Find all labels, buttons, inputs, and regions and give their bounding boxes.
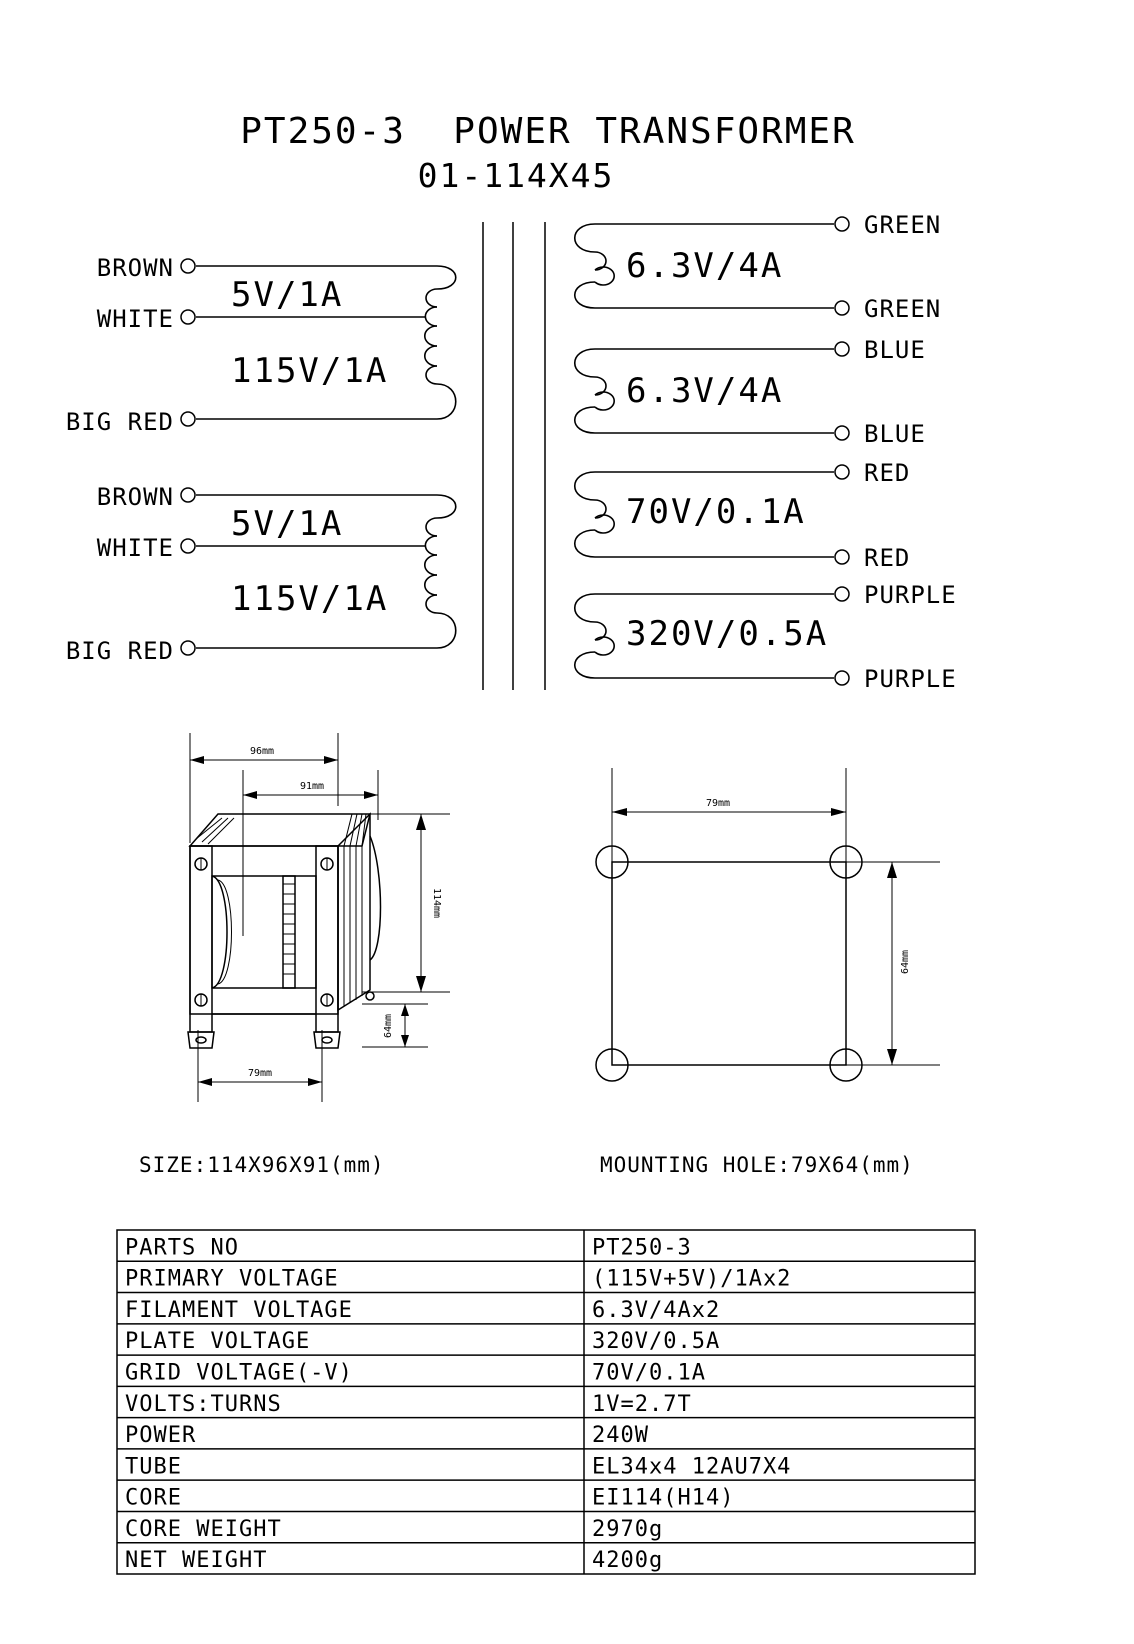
table-row <box>125 1298 720 1323</box>
lead-label-brown: BROWN <box>96 254 174 282</box>
page-title: PT250-3 POWER TRANSFORMER <box>240 111 856 152</box>
lead-label-white: WHITE <box>96 534 174 562</box>
size-caption: SIZE:114X96X91(mm) <box>139 1153 385 1177</box>
terminal <box>181 412 195 426</box>
table-cell-label: PARTS NO <box>125 1235 239 1261</box>
table-cell-label: POWER <box>125 1423 197 1449</box>
page-subtitle: 01-114X45 <box>417 156 615 195</box>
table-cell-value: 320V/0.5A <box>592 1329 721 1355</box>
coil-symbol <box>437 495 456 518</box>
lead-label-blue: BLUE <box>864 336 926 364</box>
spec-table <box>117 1230 975 1574</box>
terminal <box>835 342 849 356</box>
table-cell-value: PT250-3 <box>592 1235 692 1261</box>
lead-label-red: RED <box>864 459 911 487</box>
winding-rating: 115V/1A <box>231 579 389 619</box>
lead-label-purple: PURPLE <box>864 581 957 609</box>
terminal <box>181 488 195 502</box>
winding-rating: 115V/1A <box>231 351 389 391</box>
lead-label-big-red: BIG RED <box>65 637 174 665</box>
coil-symbol <box>575 224 595 252</box>
table-cell-label: TUBE <box>125 1454 182 1480</box>
side-view-drawing <box>188 733 450 1102</box>
dimension-vertical <box>887 862 911 1065</box>
table-cell-value: 2970g <box>592 1516 664 1542</box>
winding-rating: 5V/1A <box>231 275 344 315</box>
table-cell-value: 1V=2.7T <box>592 1391 692 1417</box>
table-row <box>125 1423 649 1448</box>
coil-symbol <box>575 472 595 500</box>
coil-symbol <box>575 349 595 377</box>
winding-rating: 320V/0.5A <box>626 614 829 654</box>
table-row <box>125 1486 734 1511</box>
table-cell-label: PLATE VOLTAGE <box>125 1329 311 1355</box>
dimension-height <box>416 814 442 992</box>
dimension-base <box>198 1068 322 1086</box>
table-row <box>125 1329 720 1354</box>
mounting-hole-drawing <box>596 768 940 1081</box>
terminal <box>835 301 849 315</box>
table-cell-label: CORE WEIGHT <box>125 1516 282 1542</box>
table-row <box>125 1517 663 1542</box>
dimension-label: 64mm <box>383 1013 394 1039</box>
terminal <box>835 465 849 479</box>
table-cell-label: NET WEIGHT <box>125 1548 268 1574</box>
mounting-caption: MOUNTING HOLE:79X64(mm) <box>600 1153 914 1177</box>
lead-label-big-red: BIG RED <box>65 408 174 436</box>
table-row <box>125 1454 791 1479</box>
terminal <box>835 426 849 440</box>
table-row <box>125 1392 692 1417</box>
terminal <box>835 217 849 231</box>
terminal <box>835 587 849 601</box>
table-row <box>125 1235 692 1260</box>
table-cell-value: (115V+5V)/1Ax2 <box>592 1266 792 1292</box>
table-cell-label: CORE <box>125 1485 182 1511</box>
secondary-winding-purple <box>575 581 957 693</box>
terminal <box>181 641 195 655</box>
table-cell-label: GRID VOLTAGE(-V) <box>125 1360 353 1386</box>
terminal <box>181 259 195 273</box>
secondary-winding-green <box>575 211 942 323</box>
coil-symbol <box>437 266 456 289</box>
table-cell-label: PRIMARY VOLTAGE <box>125 1266 339 1292</box>
lead-label-green: GREEN <box>864 295 942 323</box>
terminal <box>181 310 195 324</box>
table-cell-value: EL34x4 12AU7X4 <box>592 1454 792 1480</box>
lead-label-green: GREEN <box>864 211 942 239</box>
lead-label-purple: PURPLE <box>864 665 957 693</box>
lead-label-white: WHITE <box>96 305 174 333</box>
table-cell-value: 240W <box>592 1423 649 1449</box>
dimension-depth <box>243 781 378 799</box>
transformer-body <box>188 814 381 1048</box>
table-row <box>125 1360 706 1385</box>
table-cell-value: 4200g <box>592 1548 664 1574</box>
dimension-width <box>190 746 338 764</box>
dimension-label: 114mm <box>431 887 442 919</box>
table-row <box>125 1267 791 1292</box>
terminal <box>835 671 849 685</box>
transformer-core <box>483 222 545 690</box>
winding-rating: 5V/1A <box>231 504 344 544</box>
winding-rating: 6.3V/4A <box>626 246 784 286</box>
terminal <box>835 550 849 564</box>
winding-rating: 6.3V/4A <box>626 371 784 411</box>
terminal <box>181 539 195 553</box>
dimension-label: 91mm <box>299 781 325 792</box>
dimension-label: 79mm <box>247 1068 273 1079</box>
table-cell-label: FILAMENT VOLTAGE <box>125 1297 353 1323</box>
lead-label-blue: BLUE <box>864 420 926 448</box>
secondary-winding-blue <box>575 336 926 448</box>
secondary-winding-red <box>575 459 911 572</box>
lead-label-red: RED <box>864 544 911 572</box>
dimension-horizontal <box>612 798 846 816</box>
winding-schematic <box>66 211 957 693</box>
table-cell-value: 6.3V/4Ax2 <box>592 1297 721 1323</box>
winding-rating: 70V/0.1A <box>626 492 806 532</box>
table-row <box>125 1548 663 1573</box>
dimension-label: 64mm <box>900 949 911 975</box>
dimension-label: 96mm <box>249 746 275 757</box>
primary-winding-2 <box>66 483 456 665</box>
dimension-foot <box>383 1004 409 1047</box>
primary-winding-1 <box>66 254 456 436</box>
table-cell-value: EI114(H14) <box>592 1485 735 1511</box>
dimension-label: 79mm <box>705 798 731 809</box>
table-cell-label: VOLTS:TURNS <box>125 1391 282 1417</box>
coil-symbol <box>575 594 595 622</box>
table-cell-value: 70V/0.1A <box>592 1360 706 1386</box>
lead-label-brown: BROWN <box>96 483 174 511</box>
